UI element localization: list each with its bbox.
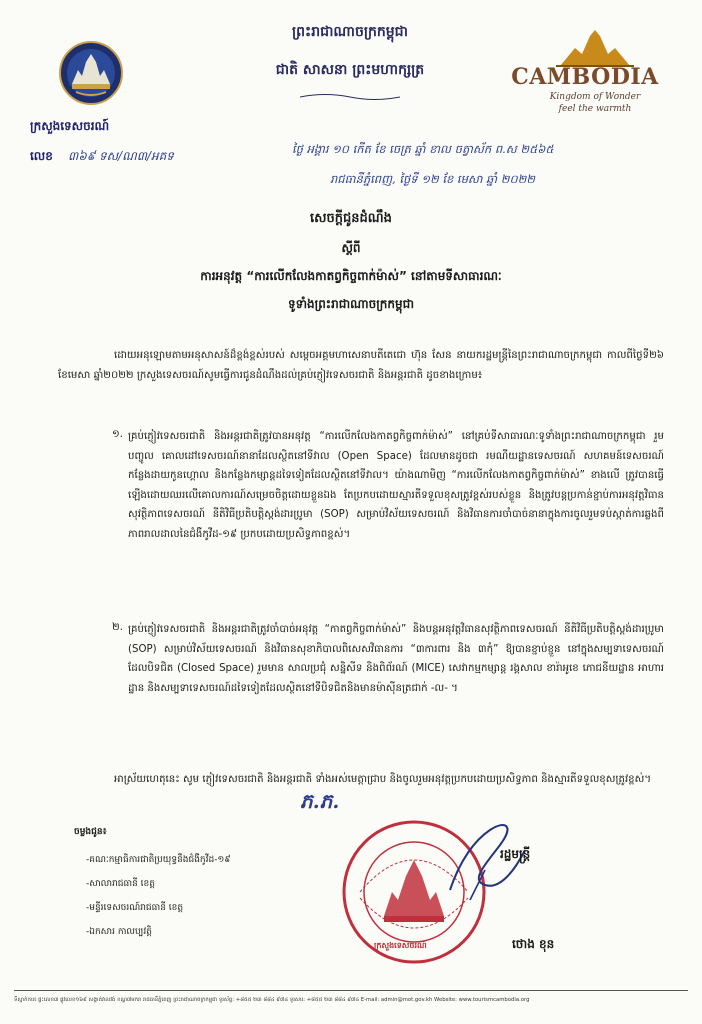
item-2-number: ២.	[112, 622, 123, 633]
cc-item: -ឯកសារ កាលប្បវត្តិ	[86, 927, 152, 937]
brand-title: CAMBODIA	[511, 64, 659, 90]
intro-paragraph: ដោយអនុឡោមតាមអនុសាសន៍ដ៏ខ្ពង់ខ្ពស់របស់ សម្តេចអគ្គមហាសេនាបតីតេជោ ហ៊ុន សែន នាយករដ្ឋមន្ត្រីនៃព្រះរាជាណាចក្រកម្ពុជា កាលពីថ្ងៃទី២៦ ខែមេសា ឆ្នាំ២០២២ ក្រសួងទេសចរណ៍សូមធ្វើការជូនដំណឹងដល់គ្រប់ភ្ញៀវទេសចរជាតិ និងអន្តរជាតិ ដូចខាងក្រោម៖	[58, 350, 664, 381]
ministry-emblem	[58, 40, 124, 106]
cc-item: -សាលារាជធានី ខេត្ត	[86, 879, 155, 889]
closing-paragraph: អាស្រ័យហេតុនេះ សូម ភ្ញៀវទេសចរជាតិ និងអន្តរជាតិ ទាំងអស់មេត្តាជ្រាប និងចូលរួមអនុវត្តប្រកបដោយប្រសិទ្ធភាព និងស្មារតីទទួលខុសត្រូវខ្ពស់។	[114, 774, 652, 785]
brand-tagline-2: feel the warmth	[558, 104, 632, 114]
national-motto: ជាតិ សាសនា ព្រះមហាក្សត្រ	[275, 62, 425, 78]
stamp-text: ក្រសួងទេសចរណ៍	[374, 941, 427, 950]
handwritten-initials: ភ.ភ.	[300, 789, 340, 813]
cc-label: ចម្លងជូន៖	[74, 827, 107, 837]
subject-label: ស្តីពី	[341, 241, 361, 255]
kingdom-name: ព្រះរាជាណាចក្រកម្ពុជា	[291, 24, 408, 40]
cc-item: -មន្ទីរទេសចរណ៍រាជធានី ខេត្ត	[86, 903, 184, 913]
footer-address: ទីស្នាក់ការ៖ ផ្ទះលេខ៣ ផ្លូវលេខ១៦៩ សង្កាត់វាលវង់ ខណ្ឌ៧មករា រាជធានីភ្នំពេញ ព្រះរាជាណាចក្រកម្ពុជា ទូរស័ព្ទ: +៨៥៥ ២៣ ៨៨៤ ៩៧៤ ទូរសារ: +៨៥៥ ២៣ ៨៨៤ ៩៧៤ E-mail: admin@mot.gov.kh Website: www.tourismcambodia.org	[14, 997, 530, 1003]
reference-number: ៣៦៩ ទស/ណ៣/អគទ	[67, 149, 174, 163]
signatory-title: រដ្ឋមន្ត្រី	[500, 847, 531, 861]
solar-date: រាជធានីភ្នំពេញ, ថ្ងៃទី ១២ ខែ មេសា ឆ្នាំ ២០២២	[330, 172, 535, 186]
item-1-text: គ្រប់ភ្ញៀវទេសចរជាតិ និងអន្តរជាតិត្រូវបានអនុវត្ត “ការលើកលែងកាតព្វកិច្ចពាក់ម៉ាស់” នៅគ្រប់ទីសាធារណៈទូទាំងព្រះរាជាណាចក្រកម្ពុជា រួមបញ្ចូល គោលដៅទេសចរណ៍នានាដែលស្ថិតនៅទីវាល (Open Space) ដែលមានដូចជា រមណីយដ្ឋានទេសចរណ៍ សហគមន៍ទេសចរណ៍ កន្លែងដាយកូនហ្គោល និងកន្លែងកម្សាន្តដទៃទៀតដែលស្ថិតនៅទីវាល។ យ៉ាងណាមិញ “ការលើកលែងកាតព្វកិច្ចពាក់ម៉ាស់” ខាងលើ ត្រូវបានធ្វើឡើងដោយឈរលើគោលការណ៍សម្រេចចិត្តដោយខ្លួនឯង តែប្រកបដោយស្មារតីទទួលខុសត្រូវខ្ពស់របស់ខ្លួន និងត្រូវបន្តប្រកាន់ខ្ជាប់ការអនុវត្តវិធានសុវត្ថិភាពទេសចរណ៍ នីតិវិធីប្រតិបត្តិស្តង់ដារប្រូមា (SOP) សម្រាប់វិស័យទេសចរណ៍ និងវិធានការចាំបាច់នានាក្នុងការចូលរួមទប់ស្កាត់ការឆ្លងពីភាពរាលដាលនៃជំងឺកូវីដ-១៩ ប្រកបដោយប្រសិទ្ធភាពខ្ពស់។	[128, 431, 664, 540]
motto-ornament	[300, 86, 400, 94]
document-title: សេចក្តីជូនដំណឹង	[310, 211, 392, 226]
reference-label: លេខ	[30, 149, 53, 163]
brand-tagline-1: Kingdom of Wonder	[549, 92, 641, 102]
item-2-text: គ្រប់ភ្ញៀវទេសចរជាតិ និងអន្តរជាតិត្រូវចាំបាច់អនុវត្ត “កាតព្វកិច្ចពាក់ម៉ាស់” និងបន្តអនុវត្តវិធានសុវត្ថិភាពទេសចរណ៍ នីតិវិធីប្រតិបត្តិស្តង់ដារប្រូមា (SOP) សម្រាប់វិស័យទេសចរណ៍ និងវិធានសុខាភិបាលពិសេសវិធានការ “៣ការពារ និង ៣កុំ” ឱ្យបានខ្ជាប់ខ្ជួន នៅក្នុងសម្បទាទេសចរណ៍ដែលបិទជិត (Closed Space) រួមមាន សាលប្រជុំ សន្និសីទ និងពិព័រណ៍ (MICE) សេវាកម្មកម្សាន្ត រង្គសាល ខារ៉ាអូខេ ភោជនីយដ្ឋាន អាហារដ្ឋាន និងសម្បទាទេសចរណ៍ដទៃទៀតដែលស្ថិតនៅទីបិទជិតនិងមានម៉ាស៊ីនត្រជាក់ -ល- ។	[128, 624, 664, 694]
subject-line-1: ការអនុវត្ត “ការលើកលែងកាតព្វកិច្ចពាក់ម៉ាស់” នៅតាមទីសាធារណៈ	[200, 269, 502, 283]
lunar-date: ថ្ងៃ អង្គារ ១០ កើត ខែ ចេត្រ ឆ្នាំ ខាល ចត្វាស័ក ព.ស ២៥៦៥	[292, 142, 554, 156]
footer-rule	[14, 990, 688, 991]
reference-line	[30, 145, 174, 166]
signatory-name: ថោង ខុន	[512, 937, 555, 951]
ministry-name: ក្រសួងទេសចរណ៍	[30, 119, 110, 133]
subject-line-2: ទូទាំងព្រះរាជាណាចក្រកម្ពុជា	[287, 297, 415, 311]
cc-item: -គណៈកម្មាធិការជាតិប្រយុទ្ធនឹងជំងឺកូវីដ-១៩	[86, 855, 231, 865]
item-1-number: ១.	[112, 429, 123, 440]
